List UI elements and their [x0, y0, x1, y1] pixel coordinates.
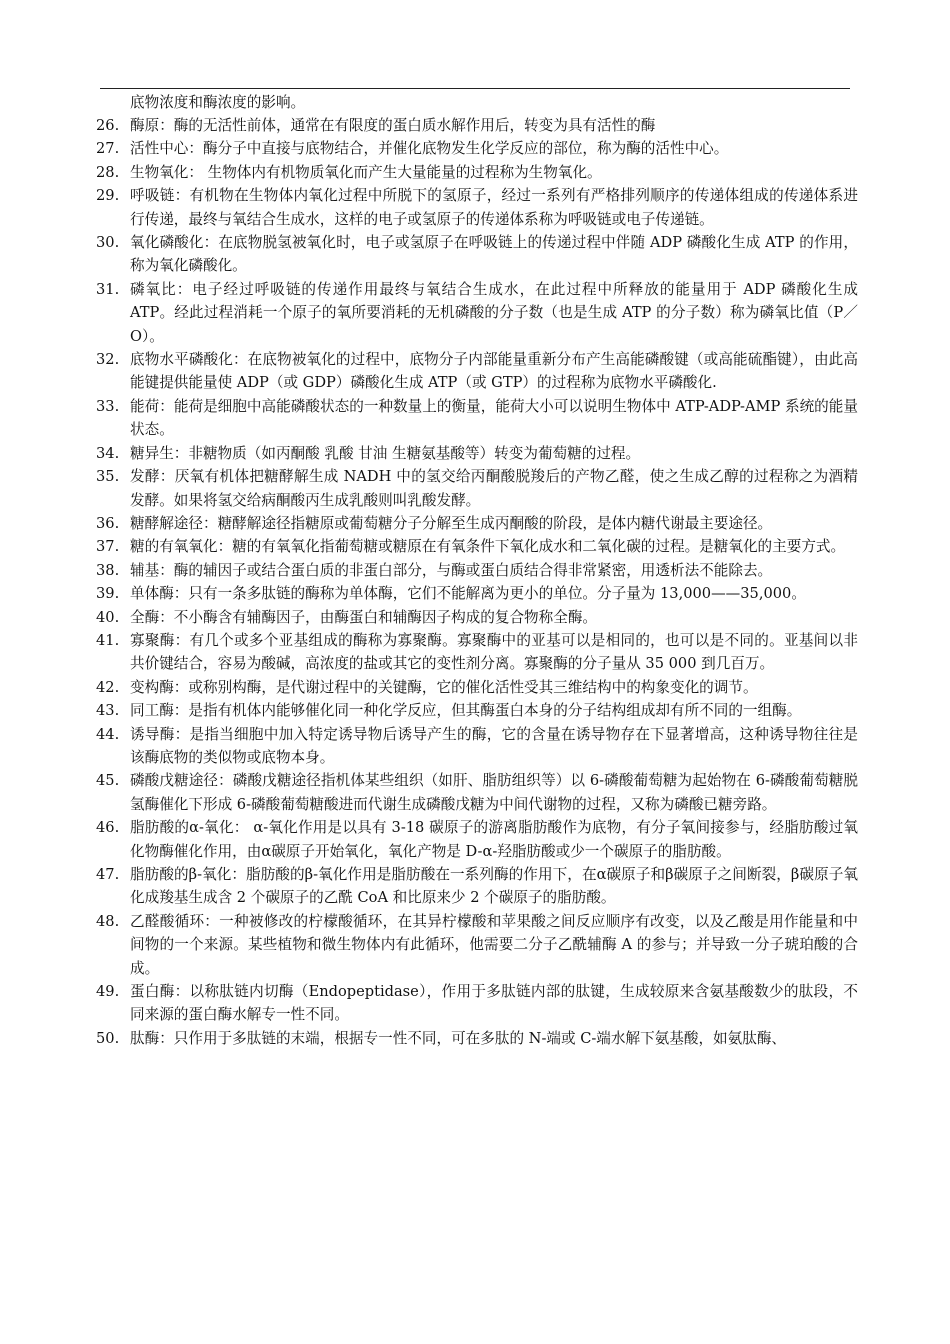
list-item — [96, 723, 858, 770]
list-item — [96, 559, 858, 582]
glossary-list — [96, 91, 858, 1050]
list-item — [96, 582, 858, 605]
item-number: 46. — [96, 819, 120, 837]
item-text: 全酶：不小酶含有辅酶因子，由酶蛋白和辅酶因子构成的复合物称全酶。 — [130, 608, 598, 626]
item-number: 47. — [96, 866, 120, 883]
list-item — [96, 863, 858, 910]
item-text: 辅基：酶的辅因子或结合蛋白质的非蛋白部分，与酶或蛋白质结合得非常紧密，用透析法不能除去。 — [130, 561, 773, 579]
list-item — [96, 231, 858, 278]
list-item — [96, 465, 858, 512]
list-item — [96, 184, 858, 231]
list-item — [96, 278, 858, 348]
list-item — [96, 676, 858, 699]
item-text: 糖酵解途径：糖酵解途径指糖原或葡萄糖分子分解至生成丙酮酸的阶段，是体内糖代谢最主要途径。 — [130, 514, 773, 532]
list-item — [96, 395, 858, 442]
item-text: 诱导酶：是指当细胞中加入特定诱导物后诱导产生的酶，它的含量在诱导物存在下显著增高，这种诱导物往往是该酶底物的类似物或底物本身。 — [130, 725, 858, 766]
item-number: 40. — [96, 608, 120, 626]
list-item — [96, 348, 858, 395]
item-text: 氧化磷酸化：在底物脱氢被氧化时，电子或氢原子在呼吸链上的传递过程中伴随 ADP 磷酸化生成 ATP 的作用，称为氧化磷酸化。 — [130, 234, 858, 275]
item-text: 发酵：厌氧有机体把糖酵解生成 NADH 中的氢交给丙酮酸脱羧后的产物乙醛，使之生成乙醇的过程称之为酒精发酵。如果将氢交给病酮酸丙生成乳酸则叫乳酸发酵。 — [130, 468, 858, 509]
item-number: 32. — [96, 351, 120, 369]
item-number: 43. — [96, 702, 120, 720]
item-text: 磷酸戊糖途径：磷酸戊糖途径指机体某些组织（如肝、脂肪组织等）以 6-磷酸葡萄糖为起始物在 6-磷酸葡萄糖脱氢酶催化下形成 6-磷酸葡萄糖酸进而代谢生成磷酸戊糖为中间代谢物的过程，又称为磷酸已糖旁路。 — [130, 772, 858, 813]
list-item — [96, 606, 858, 629]
item-number: 39. — [96, 585, 120, 603]
item-number: 37. — [96, 538, 120, 556]
item-text: 呼吸链：有机物在生物体内氧化过程中所脱下的氢原子，经过一系列有严格排列顺序的传递体组成的传递体系进行传递，最终与氧结合生成水，这样的电子或氢原子的传递体系称为呼吸链或电子传递链。 — [130, 187, 858, 228]
item-number: 42. — [96, 678, 120, 696]
item-number: 45. — [96, 772, 120, 790]
item-text: 活性中心：酶分子中直接与底物结合，并催化底物发生化学反应的部位，称为酶的活性中心。 — [130, 140, 729, 158]
item-text: 脂肪酸的β-氧化：脂肪酸的β-氧化作用是脂肪酸在一系列酶的作用下，在α碳原子和β碳原子之间断裂，β碳原子氧化成羧基生成含 2 个碳原子的乙酰 CoA 和比原来少 2 个碳原子的脂肪酸。 — [130, 866, 858, 907]
item-number: 30. — [96, 234, 120, 252]
item-number: 41. — [96, 631, 120, 649]
list-item — [96, 629, 858, 676]
item-number: 29. — [96, 187, 120, 205]
item-text: 乙醛酸循环：一种被修改的柠檬酸循环，在其异柠檬酸和苹果酸之间反应顺序有改变，以及乙酸是用作能量和中间物的一个来源。某些植物和微生物体内有此循环，他需要二分子乙酰辅酶 A 的参与；并导致一分子琥珀酸的合成。 — [130, 912, 858, 977]
list-item — [96, 910, 858, 980]
item-text: 糖异生：非糖物质（如丙酮酸 乳酸 甘油 生糖氨基酸等）转变为葡萄糖的过程。 — [130, 444, 641, 462]
list-item — [96, 769, 858, 816]
item-number: 28. — [96, 163, 120, 181]
list-item — [96, 980, 858, 1027]
item-text: 蛋白酶：以称肽链内切酶（Endopeptidase），作用于多肽链内部的肽键，生成较原来含氨基酸数少的肽段，不同来源的蛋白酶水解专一性不同。 — [130, 983, 858, 1024]
item-text: 底物水平磷酸化：在底物被氧化的过程中，底物分子内部能量重新分布产生高能磷酸键（或高能硫酯键），由此高能键提供能量使 ADP（或 GDP）磷酸化生成 ATP（或 GTP）的过程称为底物水平磷酸化. — [130, 351, 858, 392]
item-text: 寡聚酶：有几个或多个亚基组成的酶称为寡聚酶。寡聚酶中的亚基可以是相同的，也可以是不同的。亚基间以非共价键结合，容易为酸碱，高浓度的盐或其它的变性剂分离。寡聚酶的分子量从 35 000 到几百万。 — [130, 631, 858, 673]
item-number: 38. — [96, 561, 120, 579]
item-text: 磷氧比：电子经过呼吸链的传递作用最终与氧结合生成水，在此过程中所释放的能量用于 ADP 磷酸化生成 ATP。经此过程消耗一个原子的氧所要消耗的无机磷酸的分子数（也是生成 ATP 的分子数）称为磷氧比值（P／O）。 — [130, 280, 858, 345]
item-text: 肽酶：只作用于多肽链的末端，根据专一性不同，可在多肽的 N-端或 C-端水解下氨基酸，如氨肽酶、 — [130, 1029, 787, 1047]
item-number: 34. — [96, 444, 120, 462]
item-text: 能荷：能荷是细胞中高能磷酸状态的一种数量上的衡量，能荷大小可以说明生物体中 ATP-ADP-AMP 系统的能量状态。 — [130, 397, 858, 439]
item-text: 同工酶：是指有机体内能够催化同一种化学反应，但其酶蛋白本身的分子结构组成却有所不同的一组酶。 — [130, 702, 802, 720]
item-number: 44. — [96, 725, 120, 743]
item-text: 生物氧化： 生物体内有机物质氧化而产生大量能量的过程称为生物氧化。 — [130, 163, 602, 181]
list-item — [96, 699, 858, 722]
list-item — [96, 535, 858, 558]
item-text: 变构酶：或称别构酶，是代谢过程中的关键酶，它的催化活性受其三维结构中的构象变化的调节。 — [130, 678, 758, 696]
item-number: 35. — [96, 468, 120, 486]
continued-text: 底物浓度和酶浓度的影响。 — [130, 94, 306, 111]
item-text: 单体酶：只有一条多肽链的酶称为单体酶，它们不能解离为更小的单位。分子量为 13,000——35,000。 — [130, 585, 806, 603]
list-item — [96, 816, 858, 863]
item-number: 31. — [96, 280, 120, 298]
list-item — [96, 1027, 858, 1050]
item-text: 酶原：酶的无活性前体，通常在有限度的蛋白质水解作用后，转变为具有活性的酶 — [130, 117, 656, 134]
item-number: 33. — [96, 397, 120, 415]
item-text: 糖的有氧氧化：糖的有氧氧化指葡萄糖或糖原在有氧条件下氧化成水和二氧化碳的过程。是糖氧化的主要方式。 — [130, 538, 846, 556]
list-item — [96, 442, 858, 465]
item-number: 36. — [96, 514, 120, 532]
list-item — [96, 512, 858, 535]
item-number: 48. — [96, 912, 120, 930]
item-number: 49. — [96, 983, 120, 1001]
item-number: 26. — [96, 117, 120, 134]
item-text: 脂肪酸的α-氧化： α-氧化作用是以具有 3-18 碳原子的游离脂肪酸作为底物，有分子氧间接参与，经脂肪酸过氧化物酶催化作用，由α碳原子开始氧化，氧化产物是 D-α-羟脂肪酸或少一个碳原子的脂肪酸。 — [130, 819, 858, 860]
item-number: 50. — [96, 1029, 120, 1047]
list-item — [96, 114, 858, 137]
item-number: 27. — [96, 140, 120, 158]
header-rule — [100, 88, 850, 89]
list-item — [96, 137, 858, 160]
list-item — [96, 161, 858, 184]
